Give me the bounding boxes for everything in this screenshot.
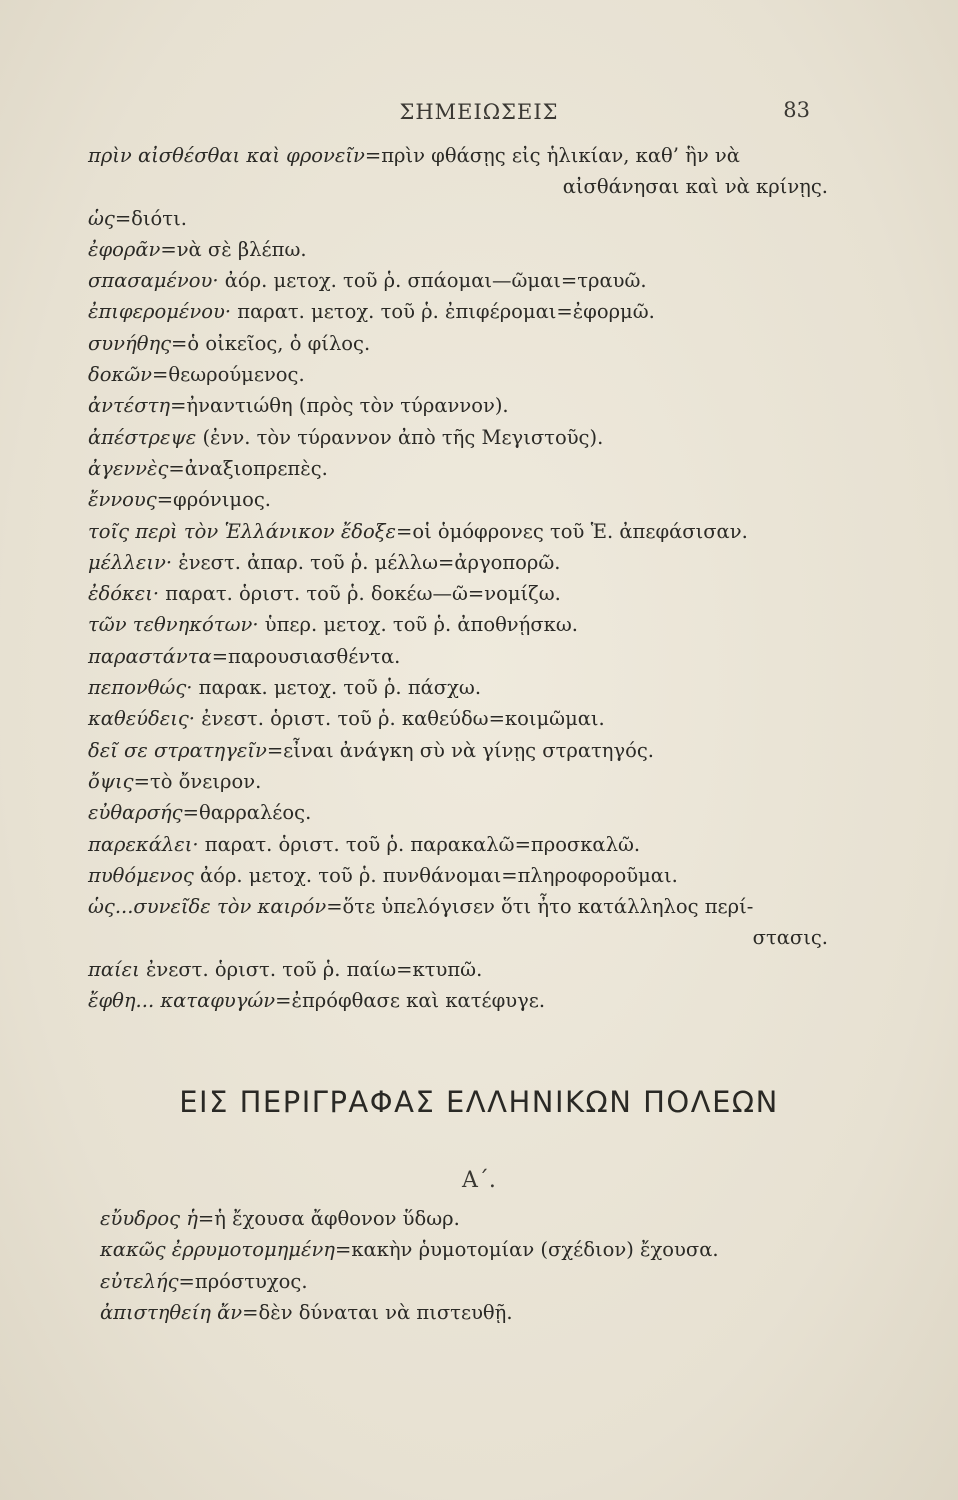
note-gloss: =ὅτε ὑπελόγισεν ὅτι ἦτο κατάλληλος περί- xyxy=(326,895,754,919)
note-gloss: ἐνεστ. ὁριστ. τοῦ ῥ. παίω=κτυπῶ. xyxy=(145,957,483,981)
notes-list xyxy=(88,140,828,1016)
note-gloss: παρακ. μετοχ. τοῦ ῥ. πάσχω. xyxy=(198,676,482,700)
note-term: ὡς xyxy=(88,206,115,230)
section-letter: Α΄. xyxy=(462,1168,496,1193)
note-term: ἐδόκει· xyxy=(88,582,160,606)
note-gloss: =εἶναι ἀνάγκη σὺ νὰ γίνῃς στρατηγός. xyxy=(266,738,654,762)
note-term: ἐφορᾶν xyxy=(88,237,161,261)
note-gloss: παρατ. μετοχ. τοῦ ῥ. ἐπιφέρομαι=ἐφορμῶ. xyxy=(237,300,655,324)
note-entry xyxy=(88,328,828,359)
note-entry xyxy=(88,516,828,547)
note-entry xyxy=(88,390,828,421)
note-term: τοῖς περὶ τὸν Ἑλλάνικον ἔδοξε xyxy=(88,519,396,543)
note-gloss: =κακὴν ῥυμοτομίαν (σχέδιον) ἔχουσα. xyxy=(334,1238,719,1262)
note-entry xyxy=(88,829,828,860)
note-gloss: παρατ. ὁριστ. τοῦ ῥ. παρακαλῶ=προσκαλῶ. xyxy=(204,832,641,856)
note-gloss: =ἡ ἔχουσα ἄφθονον ὕδωρ. xyxy=(197,1207,460,1230)
note-entry xyxy=(100,1234,820,1265)
note-gloss: =θεωρούμενος. xyxy=(152,363,305,387)
note-gloss: ἐνεστ. ὁριστ. τοῦ ῥ. καθεύδω=κοιμῶμαι. xyxy=(201,707,605,731)
note-term: ἔννους xyxy=(88,488,157,512)
note-entry xyxy=(88,234,828,265)
note-entry xyxy=(88,891,828,922)
note-entry xyxy=(88,797,828,828)
note-term: ὄψις xyxy=(88,769,134,793)
note-gloss: ἀόρ. μετοχ. τοῦ ῥ. σπάομαι—ῶμαι=τραυῶ. xyxy=(224,269,647,293)
note-entry xyxy=(88,641,828,672)
note-gloss: (ἐνν. τὸν τύραννον ἀπὸ τῆς Μεγιστοῦς). xyxy=(202,425,604,449)
note-term: κακῶς ἐρρυμοτομημένη xyxy=(100,1238,335,1262)
note-term: παίει xyxy=(88,957,140,981)
note-term: πρὶν αἰσθέσθαι καὶ φρονεῖν xyxy=(88,144,365,167)
note-entry xyxy=(100,1297,820,1328)
note-entry xyxy=(88,359,828,390)
note-term: ἀντέστη xyxy=(88,394,171,418)
note-term: πυθόμενος xyxy=(88,863,194,887)
running-header: ΣΗΜΕΙΩΣΕΙΣ xyxy=(399,100,559,124)
section-notes-list xyxy=(100,1203,820,1328)
note-entry xyxy=(88,766,828,797)
note-gloss: =ἀναξιοπρεπὲς. xyxy=(168,456,328,480)
note-gloss: =φρόνιμος. xyxy=(156,488,271,512)
note-term: σπασαμένου· xyxy=(88,269,219,293)
note-gloss: =πρόστυχος. xyxy=(178,1269,308,1293)
note-gloss: =διότι. xyxy=(114,206,187,230)
note-gloss: =νὰ σὲ βλέπω. xyxy=(160,237,307,261)
note-entry xyxy=(100,1266,820,1297)
note-gloss: ἀόρ. μετοχ. τοῦ ῥ. πυνθάνομαι=πληροφοροῦμαι. xyxy=(200,863,678,887)
note-entry xyxy=(88,578,828,609)
note-term: παρεκάλει· xyxy=(88,832,199,856)
note-gloss: =δὲν δύναται νὰ πιστευθῇ. xyxy=(242,1300,513,1324)
note-entry xyxy=(88,954,828,985)
note-gloss: =πρὶν φθάσῃς εἰς ἡλικίαν, καθ’ ἣν νὰ xyxy=(364,144,740,167)
note-term: ἀγεννὲς xyxy=(88,456,169,480)
note-continuation: στασις. xyxy=(752,926,828,950)
note-gloss: παρατ. ὁριστ. τοῦ ῥ. δοκέω—ῶ=νομίζω. xyxy=(165,582,561,606)
note-term: εὐτελής xyxy=(100,1269,179,1293)
note-entry xyxy=(88,296,828,327)
note-continuation: αἰσθάνησαι καὶ νὰ κρίνῃς. xyxy=(562,175,828,199)
note-term: συνήθης xyxy=(88,331,172,355)
note-gloss: =ἐπρόφθασε καὶ κατέφυγε. xyxy=(275,989,546,1013)
note-gloss: =ἠναντιώθη (πρὸς τὸν τύραννον). xyxy=(170,394,509,418)
note-entry xyxy=(88,609,828,640)
note-term: δεῖ σε στρατηγεῖν xyxy=(88,738,267,762)
note-term: εὔυδρος ἡ xyxy=(100,1207,198,1230)
note-gloss: =θαρραλέος. xyxy=(182,801,312,825)
note-entry xyxy=(88,703,828,734)
note-entry xyxy=(88,203,828,234)
note-gloss: ὑπερ. μετοχ. τοῦ ῥ. ἀποθνῄσκω. xyxy=(264,613,578,637)
note-gloss: ἐνεστ. ἀπαρ. τοῦ ῥ. μέλλω=ἀργοπορῶ. xyxy=(178,550,561,574)
note-term: ὡς...συνεῖδε τὸν καιρόν xyxy=(88,895,327,919)
note-entry xyxy=(88,985,828,1016)
note-term: τῶν τεθνηκότων· xyxy=(88,613,259,637)
note-entry xyxy=(88,422,828,453)
note-gloss: =παρουσιασθέντα. xyxy=(211,644,401,668)
section-heading: ΕΙΣ ΠΕΡΙΓΡΑΦΑΣ ΕΛΛΗΝΙΚΩΝ ΠΟΛΕΩΝ xyxy=(179,1085,779,1119)
note-term: μέλλειν· xyxy=(88,550,173,574)
note-entry xyxy=(88,735,828,766)
page-number: 83 xyxy=(783,98,810,122)
note-term: πεπονθώς· xyxy=(88,676,193,700)
note-term: δοκῶν xyxy=(88,363,153,387)
note-gloss: =οἱ ὁμόφρονες τοῦ Ἑ. ἀπεφάσισαν. xyxy=(395,519,748,543)
note-entry xyxy=(88,484,828,515)
note-entry xyxy=(88,547,828,578)
note-gloss: =τὸ ὄνειρον. xyxy=(133,769,262,793)
note-gloss: =ὁ οἰκεῖος, ὁ φίλος. xyxy=(171,331,371,355)
note-term: ἀπέστρεψε xyxy=(88,425,197,449)
note-entry xyxy=(88,672,828,703)
note-entry xyxy=(88,140,828,171)
note-term: καθεύδεις· xyxy=(88,707,195,731)
note-entry xyxy=(100,1203,820,1234)
note-term: παραστάντα xyxy=(88,644,212,668)
note-entry xyxy=(88,453,828,484)
note-term: εὐθαρσής xyxy=(88,801,183,825)
note-term: ἔφθη... καταφυγών xyxy=(88,989,276,1013)
note-entry xyxy=(88,860,828,891)
note-term: ἐπιφερομένου· xyxy=(88,300,232,324)
note-term: ἀπιστηθείη ἄν xyxy=(100,1300,243,1324)
note-entry xyxy=(88,265,828,296)
